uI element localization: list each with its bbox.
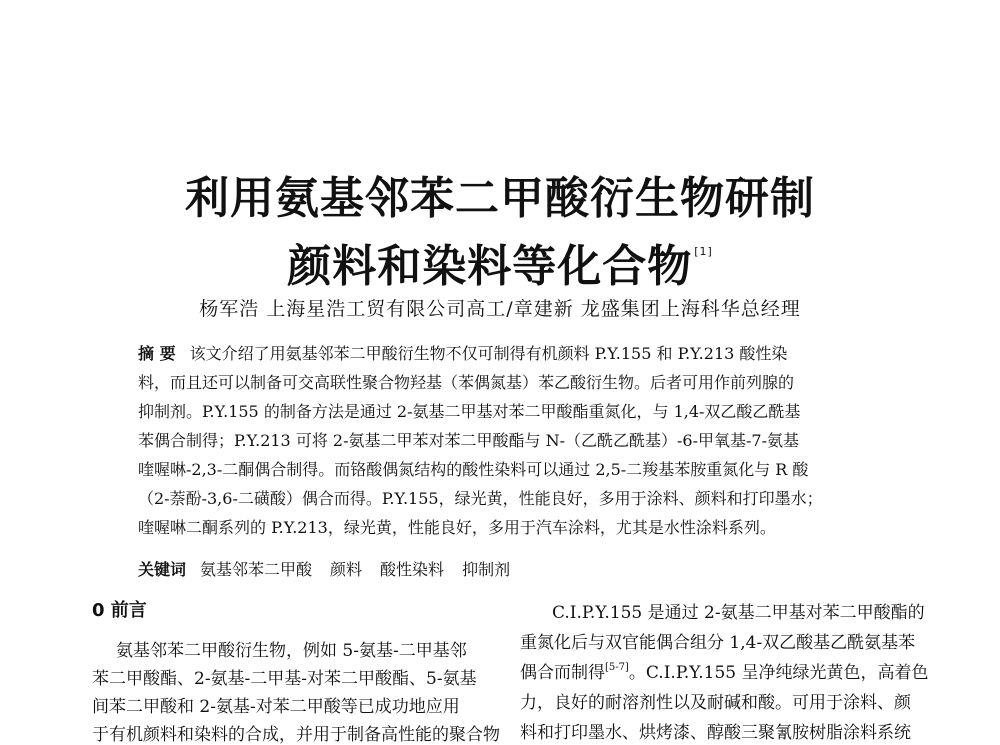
right-column-line: 重氮化后与双官能偶合组分 1,4-双乙酸基乙酰氨基苯: [520, 633, 916, 653]
abstract-line: 摘 要 该文介绍了用氨基邻苯二甲酸衍生物不仅可制得有机颜料 P.Y.155 和 P.Y.213 酸性染: [138, 344, 788, 363]
keyword: 酸性染料: [380, 560, 445, 579]
left-column-line: 苯二甲酸酯、2-氨基-二甲基-对苯二甲酸酯、5-氨基: [92, 669, 477, 689]
abstract-line: （2-萘酚-3,6-二磺酸）偶合而得。P.Y.155，绿光黄，性能良好，多用于涂料、颜料和打印墨水；: [138, 489, 823, 508]
abstract-line: 抑制剂。P.Y.155 的制备方法是通过 2-氨基二甲基对苯二甲酸酯重氮化，与 1,4-双乙酸乙酰基: [138, 402, 801, 421]
abstract-line: 喹喔啉-2,3-二酮偶合制得。而铬酸偶氮结构的酸性染料可以通过 2,5-二羧基苯胺重氮化与 R 酸: [138, 460, 809, 479]
title-line-2: 颜料和染料等化合物 [1]: [287, 241, 713, 292]
authors: 杨军浩 上海星浩工贸有限公司高工/章建新 龙盛集团上海科华总经理: [199, 298, 801, 320]
keywords-label: 关键词: [138, 560, 187, 579]
left-column-line: 氨基邻苯二甲酸衍生物，例如 5-氨基-二甲基邻: [116, 641, 467, 661]
left-column-line: 间苯二甲酸和 2-氨基-对苯二甲酸等已成功地应用: [92, 697, 460, 717]
right-column-line: 偶合而制得[5-7]。C.I.P.Y.155 呈净纯绿光黄色，高着色: [520, 662, 929, 683]
keyword: 氨基邻苯二甲酸: [200, 560, 313, 579]
right-column-line: C.I.P.Y.155 是通过 2-氨基二甲基对苯二甲酸酯的: [552, 603, 925, 623]
left-column-line: 于有机颜料和染料的合成，并用于制备高性能的聚合物: [92, 725, 500, 745]
abstract-line: 苯偶合制得；P.Y.213 可将 2-氨基二甲苯对苯二甲酸酯与 N-（乙酰乙酰基）-6-甲氧基-7-氨基: [138, 431, 799, 450]
title-line-1: 利用氨基邻苯二甲酸衍生物研制: [185, 173, 815, 224]
keywords: [138, 557, 868, 583]
keyword: 颜料: [330, 560, 363, 579]
keyword: 抑制剂: [462, 560, 511, 579]
abstract-line: 料，而且还可以制备可交高联性聚合物羟基（苯偶氮基）苯乙酸衍生物。后者可用作前列腺的: [138, 373, 795, 392]
right-column-line: 料和打印墨水、烘烤漆、醇酸三聚氰胺树脂涂料系统: [520, 723, 911, 743]
abstract-label: 摘 要: [138, 344, 176, 363]
abstract-line: 喹喔啉二酮系列的 P.Y.213，绿光黄，性能良好，多用于汽车涂料，尤其是水性涂料系列。: [138, 518, 776, 537]
citation: [5-7]: [605, 662, 629, 673]
section-heading: 0 前言: [92, 600, 147, 621]
title-reference: [1]: [694, 245, 713, 258]
right-column-line: 力，良好的耐溶剂性以及耐碱和酸。可用于涂料、颜: [520, 693, 911, 713]
